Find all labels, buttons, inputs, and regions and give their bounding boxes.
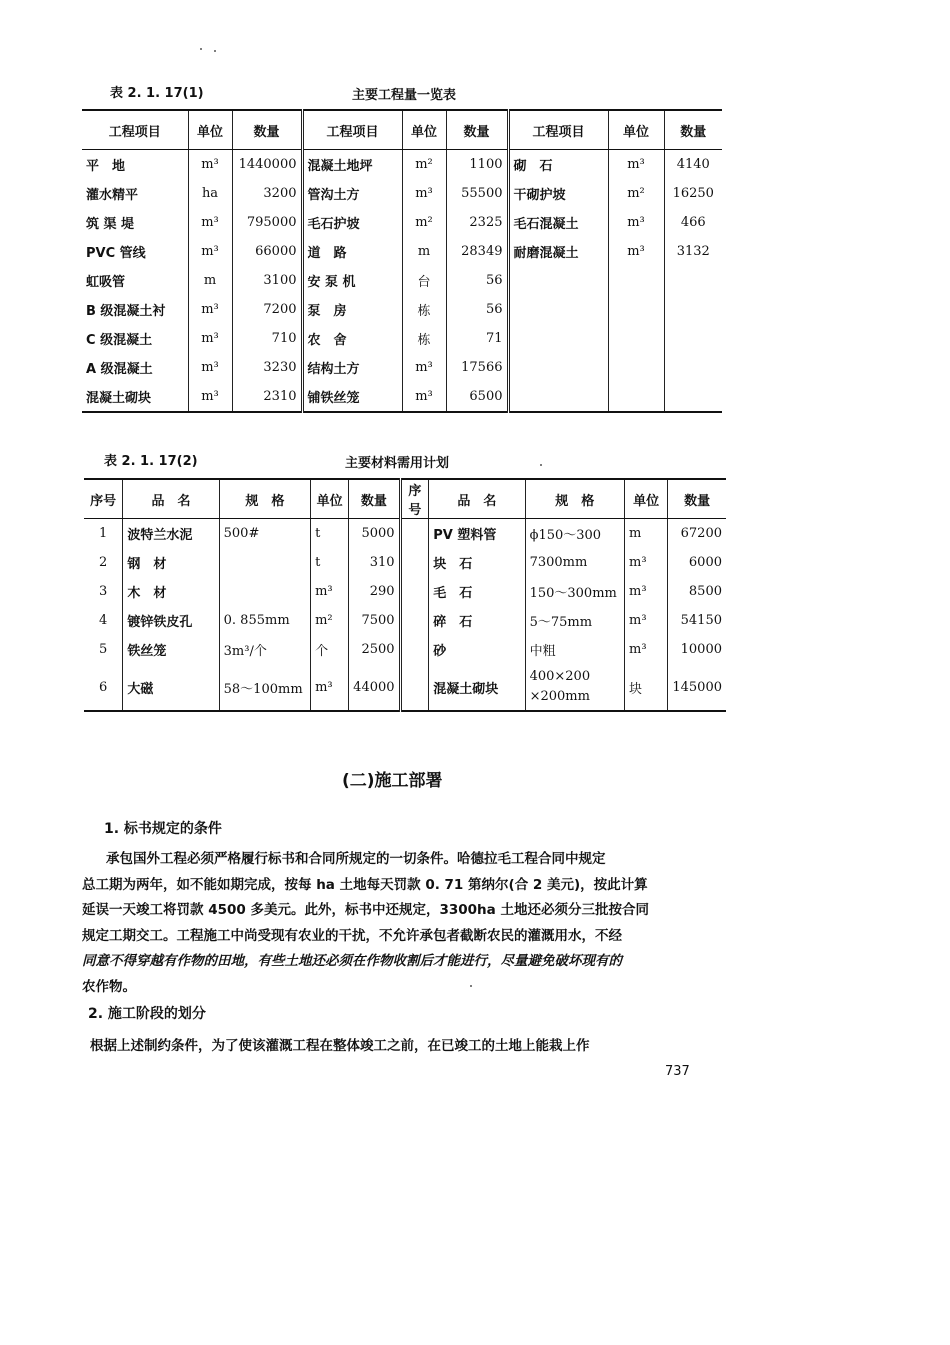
table2-cell: m³	[625, 548, 668, 577]
table2-row	[84, 548, 726, 577]
table1-cell: C 级混凝土	[86, 333, 153, 348]
table1-cell: m³	[188, 324, 232, 353]
table1-cell: 结构土方	[302, 353, 402, 382]
table1-cell	[608, 324, 664, 353]
table1-cell	[608, 266, 664, 295]
table2-cell: 7300mm	[525, 548, 624, 577]
paragraph-1-line: 规定工期交工。工程施工中尚受现有农业的干扰，不允许承包者截断农民的灌溉用水，不经	[82, 927, 622, 944]
table1-cell: m³	[188, 382, 232, 412]
table1-cell: 道 路	[302, 237, 402, 266]
table1-cell: B 级混凝土衬	[86, 304, 166, 319]
paragraph-1-line: 农作物。	[82, 978, 136, 995]
table2-cell: 4	[99, 613, 108, 628]
table2-cell: m³	[625, 577, 668, 606]
table2-header-cell: 规 格	[219, 479, 310, 519]
scan-speck	[540, 464, 542, 466]
table1-row	[82, 237, 722, 266]
table2-cell: 67200	[668, 519, 726, 549]
table1-cell: 3200	[232, 179, 302, 208]
table1-cell: 710	[232, 324, 302, 353]
table2-cell-line: 400×200	[529, 669, 591, 684]
table1-cell: 1440000	[232, 150, 302, 180]
table2-cell	[400, 577, 429, 606]
table2-cell: 块 石	[429, 548, 525, 577]
table2-caption: 表 2. 1. 17(2)	[104, 454, 198, 469]
table2-row	[84, 635, 726, 664]
table1-cell	[664, 353, 722, 382]
table2-title: 主要材料需用计划	[345, 456, 450, 471]
table1-cell: 3230	[232, 353, 302, 382]
table1-cell: m²	[402, 208, 446, 237]
table1-cell: 筑 渠 堤	[86, 217, 135, 232]
table2-cell: 大磁	[123, 664, 219, 711]
table1-cell: PVC 管线	[86, 246, 146, 261]
table1-caption: 表 2. 1. 17(1)	[110, 86, 204, 101]
table1-cell: 栋	[402, 324, 446, 353]
table1-cell: m²	[608, 179, 664, 208]
table2-cell: m²	[311, 606, 349, 635]
table2-cell: 波特兰水泥	[123, 519, 219, 549]
table1-cell: 虹吸管	[86, 275, 126, 290]
table1-header-cell: 工程项目	[508, 110, 608, 150]
table2-cell: 钢 材	[123, 548, 219, 577]
table1-cell: 混凝土地坪	[302, 150, 402, 180]
table2-cell: 0. 855mm	[219, 606, 310, 635]
table1-cell: 3100	[232, 266, 302, 295]
table1-cell: 耐磨混凝土	[508, 237, 608, 266]
table2-cell: 54150	[668, 606, 726, 635]
table2-cell: 砂	[429, 635, 525, 664]
table2-header-cell: 品 名	[123, 479, 219, 519]
table2-cell: 2500	[349, 635, 400, 664]
table2-cell: 3	[99, 584, 108, 599]
table1-cell: 栋	[402, 295, 446, 324]
table2-header-cell: 单位	[311, 479, 349, 519]
table1-cell	[508, 382, 608, 412]
table1	[82, 109, 722, 413]
table2-header-cell: 数量	[668, 479, 726, 519]
table1-cell: 3132	[664, 237, 722, 266]
table1-cell: m³	[608, 237, 664, 266]
table2-header-cell: 序号	[400, 479, 429, 519]
table1-cell: m³	[188, 295, 232, 324]
table1-cell: m³	[188, 237, 232, 266]
table1-row	[82, 353, 722, 382]
table2-cell	[219, 577, 310, 606]
table2-cell: 6000	[668, 548, 726, 577]
table1-cell: 7200	[232, 295, 302, 324]
table1-cell: 泵 房	[302, 295, 402, 324]
table2-cell: ϕ150～300	[525, 519, 624, 549]
section-heading: (二)施工部署	[342, 771, 443, 791]
table1-row	[82, 295, 722, 324]
table2-row	[84, 577, 726, 606]
scan-speck	[200, 48, 202, 50]
table1-row	[82, 150, 722, 180]
table1-cell: m	[402, 237, 446, 266]
table1-cell: 4140	[664, 150, 722, 180]
table1-cell	[664, 295, 722, 324]
table2-cell-line: ×200mm	[529, 689, 590, 704]
table2	[84, 478, 726, 712]
table1-cell: 16250	[664, 179, 722, 208]
table2-cell	[400, 606, 429, 635]
table2-cell: t	[311, 548, 349, 577]
table2-cell: 1	[99, 526, 108, 541]
table1-body	[82, 150, 722, 413]
table1-cell: 砌 石	[508, 150, 608, 180]
paragraph-2-line: 根据上述制约条件，为了使该灌溉工程在整体竣工之前，在已竣工的土地上能栽上作	[90, 1038, 590, 1054]
table2-cell: 5	[99, 642, 108, 657]
paragraph-1	[82, 847, 730, 1000]
table2-cell: 6	[99, 679, 108, 695]
table2-header-cell: 规 格	[525, 479, 624, 519]
table2-cell	[400, 635, 429, 664]
table1-header-cell: 数量	[446, 110, 508, 150]
table2-cell: 木 材	[123, 577, 219, 606]
table2-cell	[400, 519, 429, 549]
table2-header-cell: 数量	[349, 479, 400, 519]
table2-header-cell: 品 名	[429, 479, 525, 519]
paragraph-2	[90, 1034, 730, 1060]
table2-header-row	[84, 479, 726, 519]
table1-cell: 干砌护坡	[508, 179, 608, 208]
table2-cell: 58～100mm	[219, 664, 310, 711]
table2-cell: 中粗	[525, 635, 624, 664]
table1-cell: 农 舍	[302, 324, 402, 353]
table1-cell: 56	[446, 266, 508, 295]
table1-header-cell: 工程项目	[82, 110, 188, 150]
table1-cell: 1100	[446, 150, 508, 180]
subheading-1: 1. 标书规定的条件	[104, 821, 222, 837]
table1-cell: 56	[446, 295, 508, 324]
table2-cell: 5000	[349, 519, 400, 549]
table2-cell	[525, 664, 624, 711]
table1-cell: 17566	[446, 353, 508, 382]
table1-cell: 安 泵 机	[302, 266, 402, 295]
paragraph-1-line: 总工期为两年，如不能如期完成，按每 ha 土地每天罚款 0. 71 第纳尔(合 2 美元)，按此计算	[82, 876, 648, 893]
table1-cell: m³	[608, 208, 664, 237]
table1-cell: m²	[402, 150, 446, 180]
scan-speck	[214, 50, 216, 52]
paragraph-1-line: 承包国外工程必须严格履行标书和合同所规定的一切条件。哈德拉毛工程合同中规定	[106, 851, 606, 867]
table2-cell: 毛 石	[429, 577, 525, 606]
table1-cell	[608, 295, 664, 324]
table2-header-cell: 序号	[84, 479, 123, 519]
subheading-2: 2. 施工阶段的划分	[88, 1006, 206, 1022]
table2-row	[84, 519, 726, 549]
table1-cell: 2310	[232, 382, 302, 412]
table1-cell: 毛石护坡	[302, 208, 402, 237]
table1-cell: m³	[402, 353, 446, 382]
table1-row	[82, 208, 722, 237]
table1-cell: 66000	[232, 237, 302, 266]
table2-row	[84, 664, 726, 711]
table2-cell: 个	[311, 635, 349, 664]
table2-cell: 碎 石	[429, 606, 525, 635]
table1-row	[82, 324, 722, 353]
page-number: 737	[665, 1064, 690, 1079]
table2-cell: 混凝土砌块	[429, 664, 525, 711]
paragraph-1-line: 延误一天竣工将罚款 4500 多美元。此外，标书中还规定，3300ha 土地还必须分三批按合同	[82, 902, 649, 918]
table1-cell	[508, 295, 608, 324]
table1-cell: ha	[188, 179, 232, 208]
table2-row	[84, 606, 726, 635]
table1-cell: 2325	[446, 208, 508, 237]
table1-cell: m³	[188, 353, 232, 382]
table2-cell: 500#	[219, 519, 310, 549]
table1-row	[82, 179, 722, 208]
table2-cell: 块	[625, 664, 668, 711]
table1-header-cell: 工程项目	[302, 110, 402, 150]
table2-cell: 10000	[668, 635, 726, 664]
table1-cell: m³	[608, 150, 664, 180]
table1-row	[82, 266, 722, 295]
table2-cell: m³	[625, 606, 668, 635]
table2-cell	[400, 548, 429, 577]
table2-cell: 5～75mm	[525, 606, 624, 635]
table1-row	[82, 382, 722, 412]
table1-cell: 毛石混凝土	[508, 208, 608, 237]
table1-cell: 6500	[446, 382, 508, 412]
scan-speck	[470, 985, 472, 987]
table1-cell: 平 地	[86, 159, 126, 174]
table2-cell: 310	[349, 548, 400, 577]
table1-cell: 台	[402, 266, 446, 295]
table2-cell: m	[625, 519, 668, 549]
table1-header-cell: 数量	[664, 110, 722, 150]
table1-cell: 混凝土砌块	[86, 391, 152, 406]
table2-cell: 镀锌铁皮孔	[123, 606, 219, 635]
table2-cell: m³	[311, 664, 349, 711]
table1-cell: m³	[188, 150, 232, 180]
table1-cell: m³	[402, 179, 446, 208]
table1-cell: 71	[446, 324, 508, 353]
table1-cell: m³	[402, 382, 446, 412]
table2-cell	[219, 548, 310, 577]
table1-cell: 灌水精平	[86, 188, 139, 203]
table1-header-cell: 数量	[232, 110, 302, 150]
table1-cell	[608, 353, 664, 382]
table1-cell	[608, 382, 664, 412]
table1-header-cell: 单位	[402, 110, 446, 150]
table1-cell	[664, 266, 722, 295]
table1-cell: m	[188, 266, 232, 295]
table1-cell: 466	[664, 208, 722, 237]
table1-title: 主要工程量一览表	[352, 88, 457, 103]
table2-cell: 8500	[668, 577, 726, 606]
table2-cell	[400, 664, 429, 711]
table1-cell	[508, 266, 608, 295]
table2-cell: 3m³/个	[219, 635, 310, 664]
table1-header-cell: 单位	[188, 110, 232, 150]
table2-cell: 150～300mm	[525, 577, 624, 606]
table1-cell: 795000	[232, 208, 302, 237]
table1-cell	[664, 382, 722, 412]
table1-cell	[664, 324, 722, 353]
table1-cell: 管沟土方	[302, 179, 402, 208]
table1-cell: A 级混凝土	[86, 362, 153, 377]
table1-cell: 28349	[446, 237, 508, 266]
table2-cell: m³	[625, 635, 668, 664]
table1-cell: m³	[188, 208, 232, 237]
table2-cell: 7500	[349, 606, 400, 635]
paragraph-1-line: 同意不得穿越有作物的田地，有些土地还必须在作物收割后才能进行，尽量避免破坏现有的	[82, 953, 622, 969]
table1-header-row	[82, 110, 722, 150]
table2-cell: 44000	[349, 664, 400, 711]
table1-header-cell: 单位	[608, 110, 664, 150]
table1-cell: 铺铁丝笼	[302, 382, 402, 412]
table2-cell: 铁丝笼	[123, 635, 219, 664]
table1-cell: 55500	[446, 179, 508, 208]
table2-cell: 2	[99, 555, 108, 570]
table2-header-cell: 单位	[625, 479, 668, 519]
table1-cell	[508, 353, 608, 382]
table2-cell: PV 塑料管	[429, 519, 525, 549]
table2-cell: t	[311, 519, 349, 549]
table2-cell: 290	[349, 577, 400, 606]
table1-cell	[508, 324, 608, 353]
table2-body	[84, 519, 726, 712]
table2-cell: m³	[311, 577, 349, 606]
table2-cell: 145000	[668, 664, 726, 711]
